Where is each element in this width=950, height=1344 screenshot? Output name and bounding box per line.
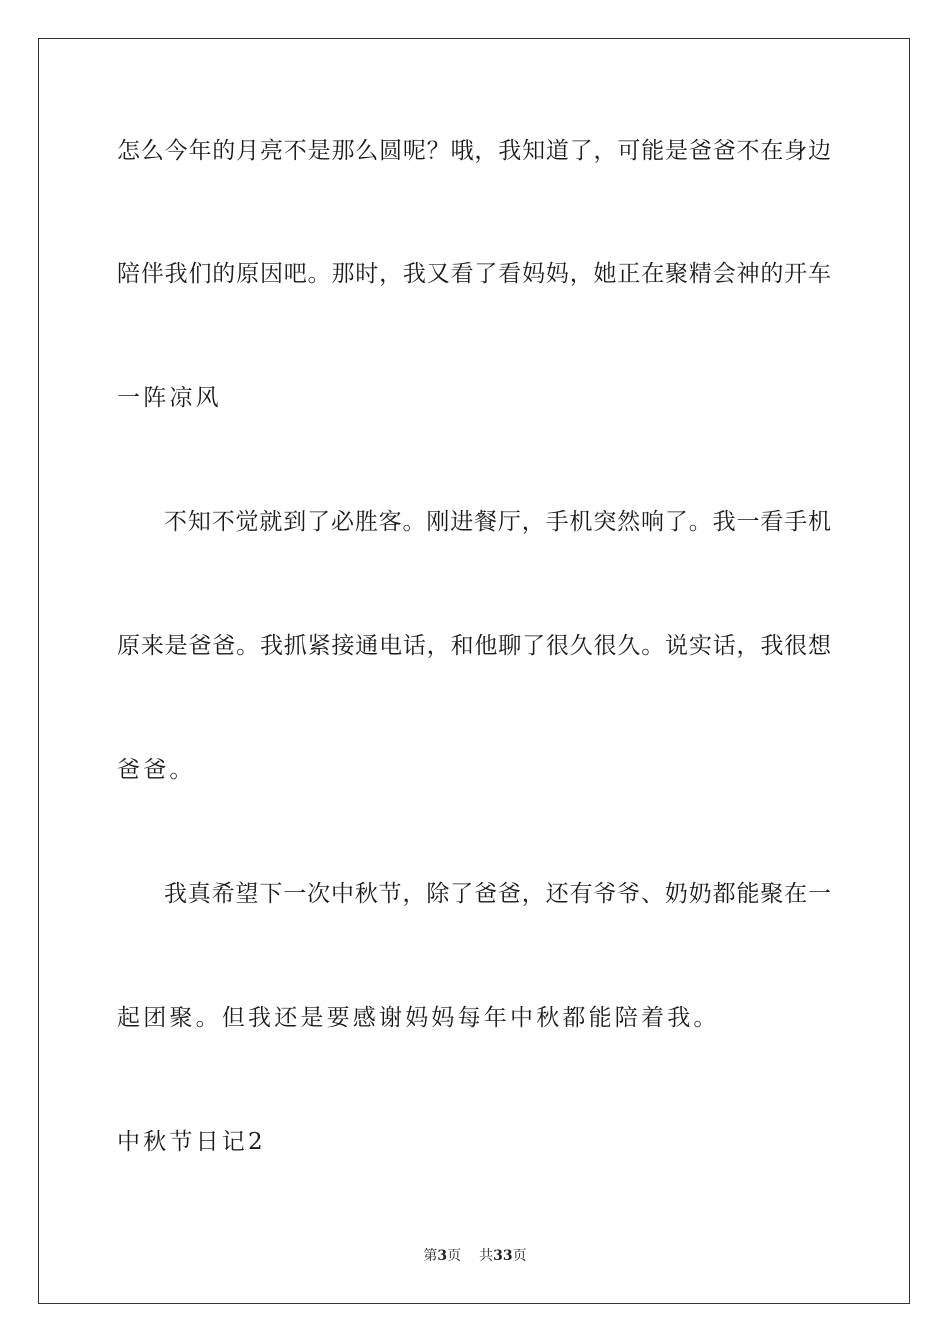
- text-line-4: 不知不觉就到了必胜客。刚进餐厅，手机突然响了。我一看手机: [164, 509, 831, 535]
- page-frame: [38, 38, 910, 1304]
- text-line-7: 我真希望下一次中秋节，除了爸爸，还有爷爷、奶奶都能聚在一: [164, 881, 831, 907]
- total-suffix: 页: [512, 1248, 527, 1264]
- text-line-1: 怎么今年的月亮不是那么圆呢？哦，我知道了，可能是爸爸不在身边: [117, 138, 831, 164]
- section-heading: 中秋节日记2: [117, 1129, 266, 1155]
- page-prefix: 第: [423, 1248, 438, 1264]
- page-footer: [0, 1247, 950, 1265]
- text-line-6: 爸爸。: [117, 757, 196, 783]
- text-line-8: 起团聚。但我还是要感谢妈妈每年中秋都能陪着我。: [117, 1005, 720, 1031]
- total-pages: 33: [493, 1248, 513, 1264]
- text-line-5: 原来是爸爸。我抓紧接通电话，和他聊了很久很久。说实话，我很想: [117, 633, 831, 659]
- text-line-2: 陪伴我们的原因吧。那时，我又看了看妈妈，她正在聚精会神的开车: [117, 261, 831, 287]
- page-number: 3: [437, 1248, 448, 1264]
- page-suffix: 页: [447, 1248, 462, 1264]
- total-prefix: 共: [479, 1248, 494, 1264]
- text-line-3: 一阵凉风: [117, 385, 222, 411]
